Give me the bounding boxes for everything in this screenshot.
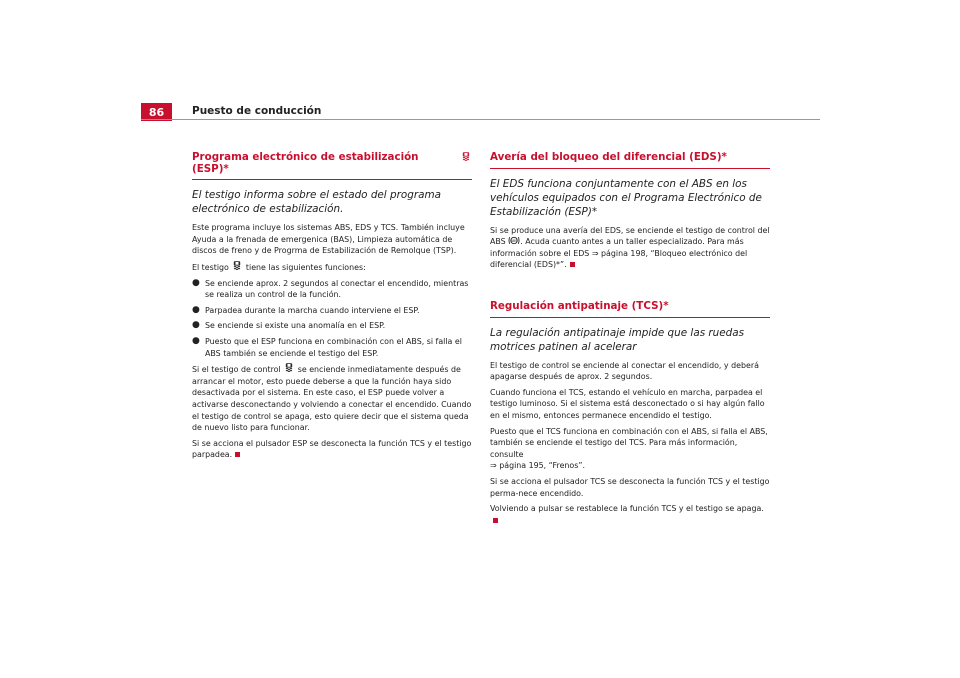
list-item: ● Se enciende aprox. 2 segundos al conectar el encendido, mientras se realiza un control de la función.: [192, 277, 469, 300]
arrow-icon: ⇒: [490, 461, 497, 471]
list-item: ● Se enciende si existe una anomalía en el ESP.: [192, 320, 386, 331]
svg-text:ABS: ABS: [511, 239, 518, 244]
eds-reference-link[interactable]: página 198, “Bloqueo electrónico del diferencial (EDS)*”.: [490, 248, 748, 270]
tcs-subtitle: La regulación antipatinaje impide que las ruedas motrices patinen al acelerar: [490, 326, 745, 353]
left-column: [192, 152, 472, 465]
page-number: 86: [141, 103, 172, 121]
bullet-icon: ●: [192, 277, 200, 288]
list-item: ● Parpadea durante la marcha cuando interviene el ESP.: [192, 304, 420, 315]
eds-body: Si se produce una avería del EDS, se enciende el testigo de control del ABS ABS . Acuda cuanto antes a un taller especializado. Para más información sobre el EDS ⇒ página 198, “Bloqueo electrónico del diferencial (EDS)*”.: [490, 225, 770, 270]
esp-heading-text: Programa electrónico de estabilización (ESP)*: [192, 151, 419, 175]
end-mark-icon: [235, 452, 240, 457]
tcs-paragraph-5: Volviendo a pulsar se restablece la función TCS y el testigo se apaga.: [490, 503, 770, 526]
esp-subtitle: El testigo informa sobre el estado del programa electrónico de estabilización.: [192, 189, 441, 216]
list-item: ● Puesto que el ESP funciona en combinación con el ABS, si falla el ABS también se enciende el testigo del ESP.: [192, 335, 462, 358]
right-column: [490, 152, 770, 530]
tcs-paragraph-4: Si se acciona el pulsador TCS se desconecta la función TCS y el testigo perma-nece encendido.: [490, 476, 770, 498]
tcs-paragraph-2: Cuando funciona el TCS, estando el vehículo en marcha, parpadea el testigo luminoso. Si el sistema está desconectado o si hay algún fallo en el mismo, entonces permanece encendido el testigo.: [490, 387, 765, 420]
eds-subtitle: El EDS funciona conjuntamente con el ABS en los vehículos equipados con el Programa Electrónico de Estabilización (ESP)*: [490, 177, 762, 218]
bullet-icon: ●: [192, 320, 200, 331]
esp-testigo-line: El testigo tiene las siguientes funciones:: [192, 262, 366, 272]
tcs-paragraph-1: El testigo de control se enciende al conectar el encendido, y deberá apagarse después de aprox. 2 segundos.: [490, 360, 759, 382]
bullet-icon: ●: [192, 304, 200, 315]
end-mark-icon: [493, 518, 498, 523]
header-rule: [141, 119, 820, 120]
abs-warning-icon: [508, 236, 520, 245]
esp-paragraph-2: Si el testigo de control se enciende inmediatamente después de arrancar el motor, esto puede deberse a que la función haya sido desactivada por el sistema. En este caso, el ESP puede volver a activarse desconectando y volviendo a conectar el encendido. Cuando el testigo de control se apaga, esto quiere decir que el sistema queda de nuevo listo para funcionar.: [192, 365, 472, 433]
esp-warning-icon: [461, 152, 471, 162]
esp-warning-icon: [232, 261, 242, 271]
header-title: Puesto de conducción: [192, 105, 322, 117]
eds-heading: Avería del bloqueo del diferencial (EDS)*: [490, 152, 770, 169]
esp-intro: Este programa incluye los sistemas ABS, EDS y TCS. También incluye Ayuda a la frenada de emergenica (BAS), Limpieza automática de discos de freno y de Progrma de Estabilización de Remolque (TSP).: [192, 223, 465, 256]
tcs-heading: Regulación antipatinaje (TCS)*: [490, 301, 770, 318]
esp-paragraph-3: Si se acciona el pulsador ESP se desconecta la función TCS y el testigo parpadea.: [192, 438, 472, 460]
esp-warning-icon: [284, 363, 294, 373]
arrow-icon: ⇒: [591, 248, 599, 258]
tcs-paragraph-3: Puesto que el TCS funciona en combinación con el ABS, si falla el ABS, también se enciende el testigo del TCS. Para más información, consulte ⇒ página 195, “Frenos”.: [490, 426, 768, 471]
esp-heading: [192, 152, 472, 180]
bullet-icon: ●: [192, 335, 200, 346]
tcs-reference-link[interactable]: página 195, “Frenos”.: [499, 461, 585, 471]
tcs-section: [490, 301, 770, 526]
end-mark-icon: [570, 262, 575, 267]
